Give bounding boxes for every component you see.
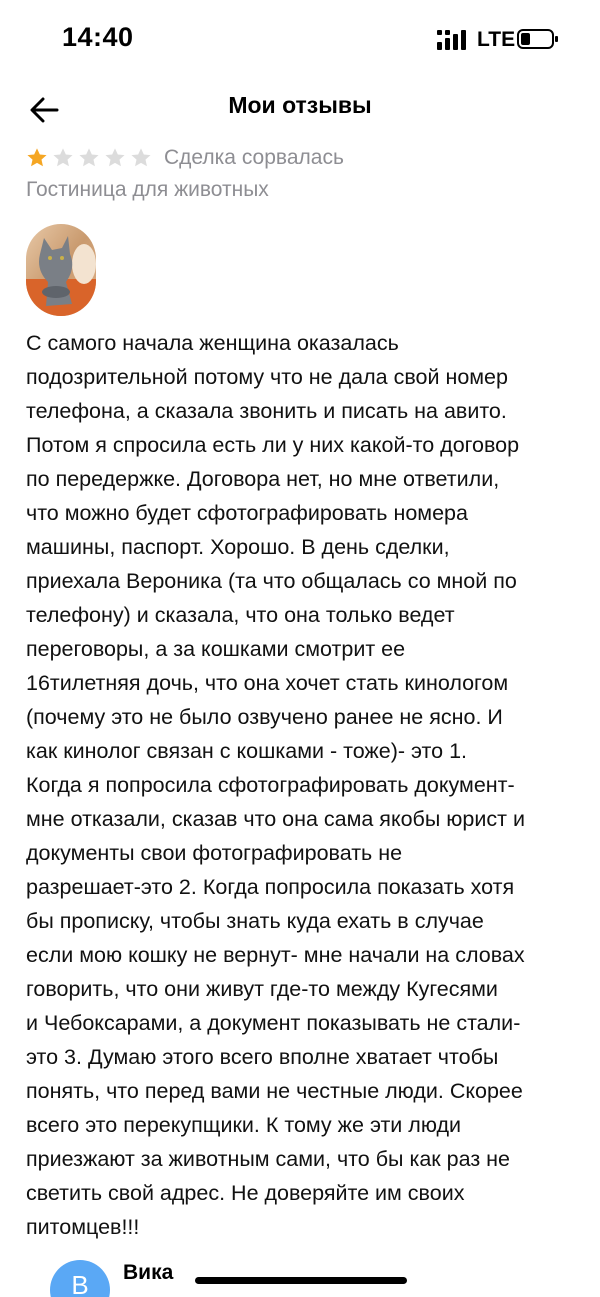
battery-icon bbox=[517, 28, 559, 50]
reply-avatar[interactable] bbox=[50, 1260, 110, 1297]
home-indicator bbox=[195, 1277, 407, 1284]
status-time: 14:40 bbox=[62, 22, 134, 52]
star-empty-icon bbox=[104, 147, 126, 169]
status-bar bbox=[0, 0, 600, 80]
page-title: Мои отзывы bbox=[228, 92, 372, 118]
reply-author-name: Вика bbox=[123, 1261, 174, 1284]
review-text: С самого начала женщина оказалась подозрительной потому что не дала свой номер телефона, а сказала звонить и писать на авито. Потом я спросила есть ли у них какой-то договор по передержке. Договора нет, но мне ответили, что можно будет сфотографировать номера машины, паспорт. Хорошо. В день сделки, приехала Вероника (та что общалась со мной по телефону) и сказала, что она только ведет переговоры, а за кошками смотрит ее 16тилетняя дочь, что она хочет стать кинологом (почему это не было озвучено ранее не ясно. И как кинолог связан с кошками - тоже)- это 1. Когда я попросила сфотографировать документ- мне отказали, сказав что она сама якобы юрист и документы свои фотографировать не разрешает-это 2. Когда попросила показать хотя бы прописку, чтобы знать куда ехать в случае если мою кошку не вернут- мне начали на словах говорить, что они живут где-то между Кугесями и Чебоксарами, а документ показывать не стали- это 3. Думаю этого всего вполне хватает чтобы понять, что перед вами не честные люди. Скорее всего это перекупщики. К тому же эти люди приезжают за животным сами, что бы как раз не светить свой адрес. Не доверяйте им своих питомцев!!! bbox=[26, 331, 525, 1239]
network-label: LTE bbox=[477, 28, 516, 51]
star-empty-icon bbox=[52, 147, 74, 169]
review-category: Гостиница для животных bbox=[26, 178, 269, 201]
signal-icon bbox=[437, 30, 467, 50]
star-rating bbox=[26, 147, 156, 169]
star-filled-icon bbox=[26, 147, 48, 169]
avatar-letter: В bbox=[71, 1270, 89, 1297]
star-empty-icon bbox=[130, 147, 152, 169]
header bbox=[0, 80, 600, 140]
review-photo[interactable] bbox=[26, 224, 96, 316]
star-empty-icon bbox=[78, 147, 100, 169]
cat-photo-image bbox=[26, 224, 96, 316]
rating-row bbox=[26, 144, 344, 172]
deal-status: Сделка сорвалась bbox=[164, 146, 344, 169]
